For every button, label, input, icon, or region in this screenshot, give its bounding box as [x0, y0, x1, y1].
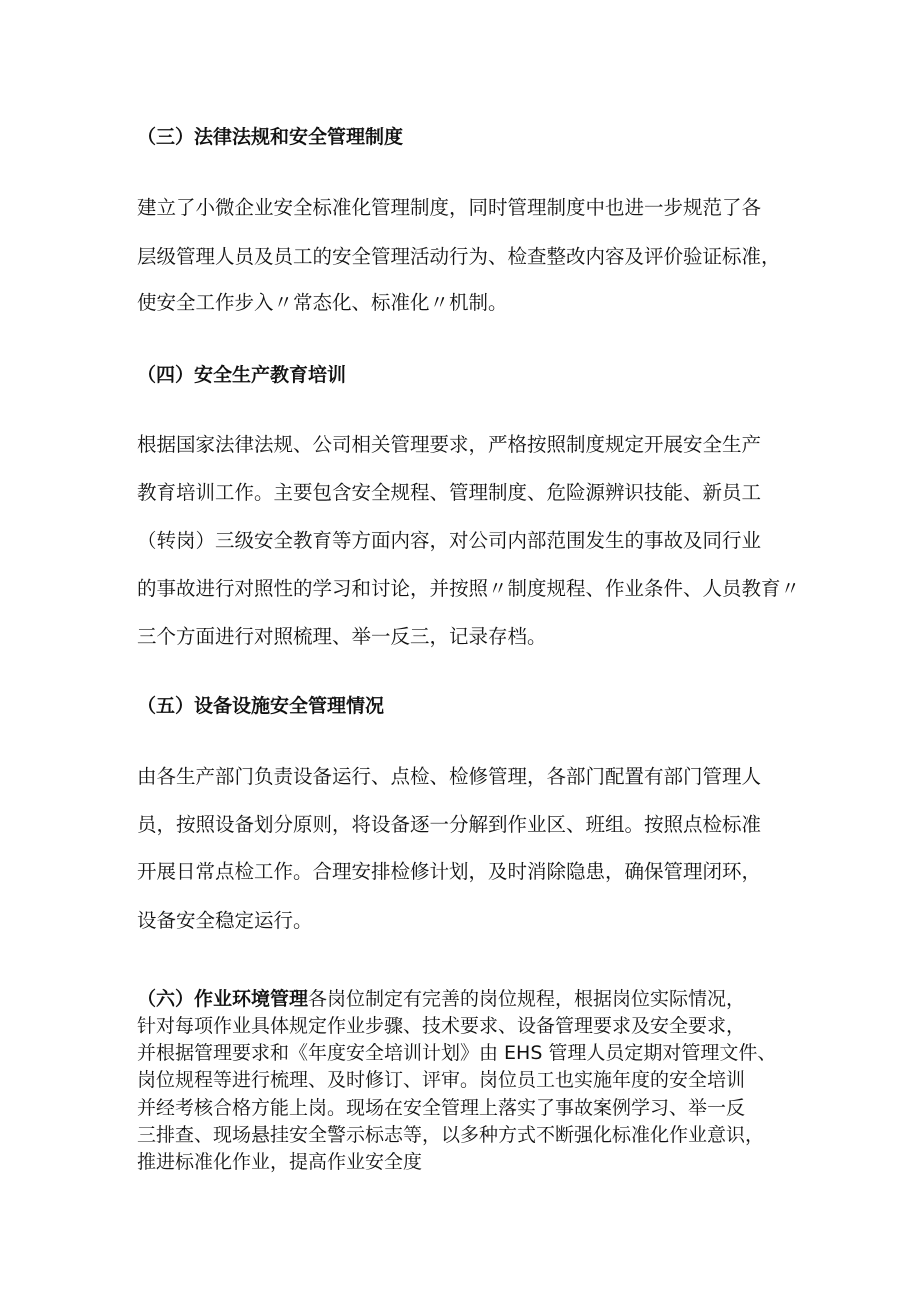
section-5-line-2: 员，按照设备划分原则，将设备逐一分解到作业区、班组。按照点检标准 [137, 813, 762, 836]
section-4-line-3: （转岗）三级安全教育等方面内容，对公司内部范围发生的事故及同行业 [137, 529, 762, 552]
section-6-line-7: 推进标准化作业，提高作业安全度 [137, 1151, 423, 1173]
section-3-heading: （三）法律法规和安全管理制度 [137, 126, 404, 148]
section-6-line-4: 岗位规程等进行梳理、及时修订、评审。岗位员工也实施年度的安全培训 [137, 1069, 746, 1091]
section-6-line-2: 针对每项作业具体规定作业步骤、技术要求、设备管理要求及安全要求， [137, 1015, 746, 1037]
section-4-line-1: 根据国家法律法规、公司相关管理要求，严格按照制度规定开展安全生产 [137, 433, 762, 456]
section-3-line-2: 层级管理人员及员工的安全管理活动行为、检查整改内容及评价验证标准， [137, 245, 781, 268]
section-3-line-3: 使安全工作步入〃常态化、标准化〃机制。 [137, 291, 508, 314]
section-5-line-1: 由各生产部门负责设备运行、点检、检修管理，各部门配置有部门管理人 [137, 765, 762, 788]
section-6-line-3: 并根据管理要求和《年度安全培训计划》由 EHS 管理人员定期对管理文件、 [137, 1042, 777, 1064]
section-6-first-line [137, 986, 745, 1012]
section-5-line-3: 开展日常点检工作。合理安排检修计划，及时消除隐患，确保管理闭环， [137, 860, 762, 883]
section-4-line-5: 三个方面进行对照梳理、举一反三，记录存档。 [137, 625, 547, 648]
section-6-line-6: 三排查、现场悬挂安全警示标志等，以多种方式不断强化标准化作业意识， [137, 1124, 765, 1146]
section-4-heading: （四）安全生产教育培训 [137, 364, 347, 386]
section-3-line-1: 建立了小微企业安全标准化管理制度，同时管理制度中也进一步规范了各 [137, 196, 762, 219]
section-4-line-4: 的事故进行对照性的学习和讨论，并按照〃制度规程、作业条件、人员教育〃 [137, 577, 801, 600]
section-6-line-5: 并经考核合格方能上岗。现场在安全管理上落实了事故案例学习、举一反 [137, 1097, 746, 1119]
section-6-heading: （六）作业环境管理 [137, 988, 309, 1010]
section-5-line-4: 设备安全稳定运行。 [137, 909, 313, 932]
section-4-line-2: 教育培训工作。主要包含安全规程、管理制度、危险源辨识技能、新员工 [137, 481, 762, 504]
section-6-line-1: 各岗位制定有完善的岗位规程，根据岗位实际情况， [308, 988, 746, 1010]
section-5-heading: （五）设备设施安全管理情况 [137, 695, 385, 717]
